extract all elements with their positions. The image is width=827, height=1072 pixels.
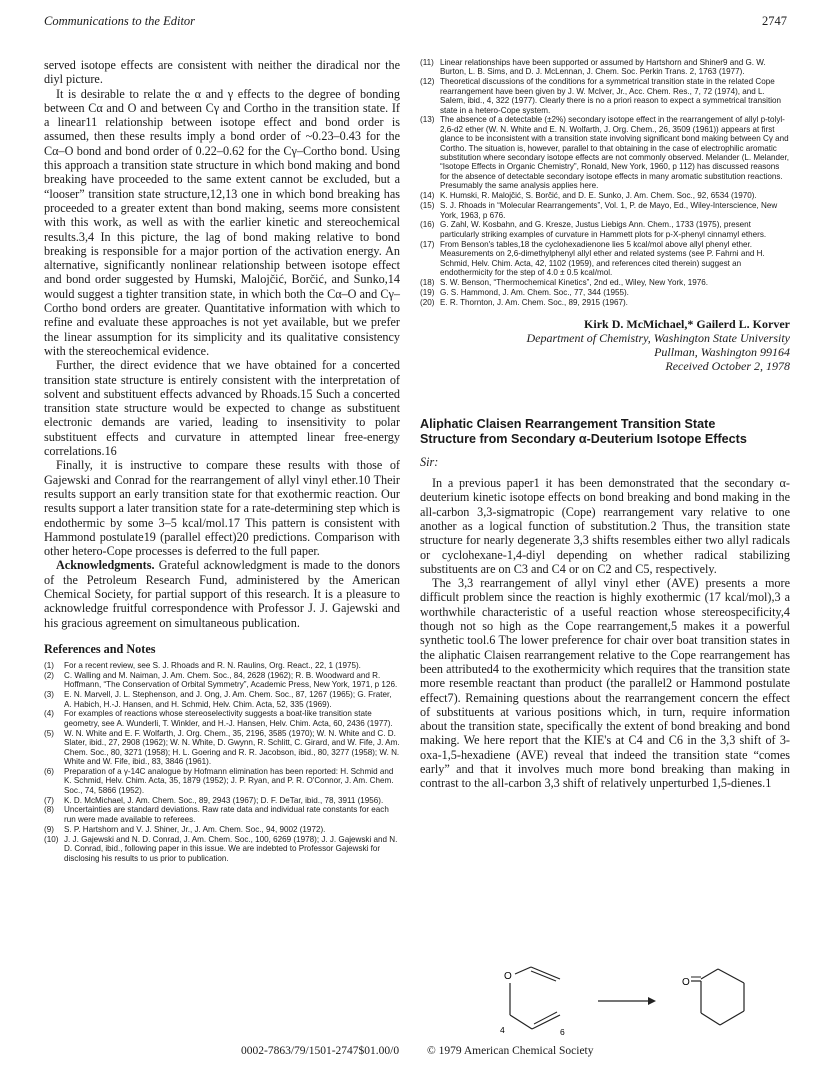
reference-text: E. R. Thornton, J. Am. Chem. Soc., 89, 2915 (1967). — [440, 297, 628, 307]
reference-item — [44, 796, 400, 805]
paragraph: Finally, it is instructive to compare these results with those of Gajewski and Conrad for the rearrangement of allyl vinyl ether.10 Their results support an early transition state for that exothermic reaction. Our results support a later transition state for a rate-determining step which is endothermic by some 3–5 kcal/mol.17 This pattern is consistent with Hammond postulate19 (parallel effect)20 predictions. Comparison with other hetero-Cope processes is deferred to the full paper. — [44, 458, 400, 559]
received-date: Received October 2, 1978 — [665, 359, 790, 374]
journal-section-title: Communications to the Editor — [44, 14, 196, 28]
reference-text: W. N. White and E. F. Wolfarth, J. Org. Chem., 35, 2196, 3585 (1970); W. N. White and C. D. Slater, ibid., 27, 2908 (1962); W. N. White, D. Gwynn, R. Schlitt, C. Girard, and W. Fife, J. Am. Chem. Soc., 80, 3271 (1958); H. L. Goering and R. R. Jacobson, ibid., 80, 3277 (1958); W. N. White and W. Fife, ibid., 83, 3846 (1961). — [64, 728, 400, 766]
reference-text: S. J. Rhoads in “Molecular Rearrangements”, Vol. 1, P. de Mayo, Ed., Wiley-Interscience, New York, 1963, p 676. — [440, 201, 778, 220]
reference-text: Theoretical discussions of the conditions for a symmetrical transition state in the related Cope rearrangement have been given by J. W. McIver, Jr., Acc. Chem. Res., 7, 72 (1974), and L. Salem, ibid., 4, 322 (1977). Clearly there is no a priori reason to expect a symmetrical transition state in a hetero-Cope system. — [440, 77, 781, 115]
article-title-line: Structure from Secondary α-Deuterium Isotope Effects — [420, 432, 747, 447]
acknowledgments-title: Acknowledgments. — [56, 558, 155, 573]
reference-number: (17) — [420, 239, 435, 249]
reference-text: G. S. Hammond, J. Am. Chem. Soc., 77, 344 (1955). — [440, 287, 629, 297]
reference-text: From Benson's tables,18 the cyclohexadienone lies 5 kcal/mol above allyl phenyl ether. Measurements on 2,6-dimethylphenyl allyl ether and related systems (see P. Fahrni and H. Schmid, Helv. Chim. Acta, 42, 1102 (1959), and references cited therein) suggest an endothermicity for the step of 4.0 ± 0.5 kcal/mol. — [440, 239, 765, 277]
acknowledgments-text: Grateful acknowledgment is made to the donors of the Petroleum Research Fund, administered by the American Chemical Society, for partial support of this research. It is a pleasure to acknowledge fruitful correspondence with Professor J. J. Gajewski and his gracious agreement on simultaneous publication. — [44, 558, 400, 630]
reference-item — [44, 767, 400, 795]
bond — [510, 1015, 532, 1029]
reference-number: (15) — [420, 201, 435, 211]
salutation: Sir: — [420, 455, 439, 470]
author-signature — [420, 317, 790, 373]
reference-text: For examples of reactions whose stereoselectivity suggests a boat-like transition state geometry, see A. Wunderli, T. Winkler, and H.-J. Hansen, Helv. Chim. Acta, 60, 2436 (1977). — [64, 709, 393, 728]
reference-item — [44, 661, 400, 670]
position-label: 6 — [560, 1027, 565, 1037]
reference-number: (5) — [44, 728, 54, 738]
reference-item — [44, 729, 400, 767]
reference-number: (13) — [420, 115, 435, 125]
reference-number: (1) — [44, 660, 54, 670]
bond — [532, 1015, 560, 1029]
department: Department of Chemistry, Washington State University — [526, 331, 790, 346]
reference-item — [420, 191, 790, 200]
paragraph: The 3,3 rearrangement of allyl vinyl ether (AVE) presents a more difficult problem since the reaction is highly exothermic (17 kcal/mol),3 a worthwhile characteristic of a useful reaction whose stereospecificity,4 though not so high as the Cope rearrangement,5 makes it a powerful synthetic tool.6 The lower preference for chair over boat transition states in the aliphatic Claisen rearrangement relative to the Cope rearrangement has been attributed4 to the exothermicity which requires that the transition state more resemble reactant than product (the parallel2 or Hammond postulate effect7). Remaining questions about the rearrangement concern the effect of substituents at various positions which, in turn, require information about the transition state, specifically the extent of bond breaking and bond making. We here report that the KIE's at C4 and C6 in the 3,3 shift of 3-oxa-1,5-hexadiene (AVE) reveal that indeed the transition state “comes early” and that it involves much more bond breaking than making in contrast to the all-carbon 3,3 shift of relatively unperturbed 1,5-dienes.1 — [420, 576, 790, 791]
references-list-right — [420, 58, 790, 307]
reference-number: (11) — [420, 58, 434, 67]
reference-text: S. W. Benson, “Thermochemical Kinetics”, 2nd ed., Wiley, New York, 1976. — [440, 277, 708, 287]
city: Pullman, Washington 99164 — [654, 345, 790, 360]
paragraph: In a previous paper1 it has been demonstrated that the secondary α-deuterium kinetic isotope effects on bond breaking and bond making in the all-carbon 3,3-sigmatropic (Cope) rearrangement vary relative to one another as a logical function of substitution.2 Thus, the transition state structure for nearly degenerate 3,3 shifts resembles either two allyl radicals or cyclohexane-1,4-diyl depending on whether radical stabilizing substituents are on C3 and C4 or on C2 and C5, respectively. — [420, 476, 790, 576]
article-title — [420, 417, 790, 447]
reference-text: K. D. McMichael, J. Am. Chem. Soc., 89, 2943 (1967); D. F. DeTar, ibid., 78, 3911 (1956). — [64, 795, 384, 805]
position-label: 4 — [500, 1025, 505, 1035]
paragraph: It is desirable to relate the α and γ effects to the degree of bonding between Cα and O and between Cγ and Cortho in the transition state. If a linear11 relationship between isotope effect and bond order is assumed, then these results imply a bond order of ~0.23–0.43 for the Cα–O bond and bond order of 0.22–0.62 for the Cγ–Cortho bond. Using this approach a transition state structure in which bond making and bond breaking have proceeded to the same extent cannot be excluded, but a “looser” transition state structure,12,13 one in which bond breaking has proceeded to a greater extent than bond making, seems more consistent with this work, as well as with the earlier kinetic and stereochemical results.3,4 In this picture, the lag of bond making relative to bond breaking is responsible for a major portion of the activation energy. An alternative, significantly nonlinear relationship between isotope effect and bond order suggested by Humski, Malojčić, Borčić, and Sunko,14 would suggest a tighter transition state, in which both the Cα–O and Cγ–Cortho bond orders are greater. Quantitative information with which to refine and evaluate these approaches is not yet available, but we prefer the linear assumption for its simplicity and its qualitative consistency with the stereochemical evidence. — [44, 86, 400, 358]
reference-item — [44, 671, 400, 690]
reference-number: (19) — [420, 287, 435, 297]
reference-item — [420, 201, 790, 220]
reference-text: C. Walling and M. Naiman, J. Am. Chem. Soc., 84, 2628 (1962); R. B. Woodward and R. Hoffmann, “The Conservation of Orbital Symmetry”, Academic Press, New York, 1971, p 126. — [64, 670, 398, 690]
reference-number: (18) — [420, 277, 435, 287]
arrowhead-icon — [648, 997, 656, 1005]
bond — [701, 969, 718, 979]
article-code: 0002-7863/79/1501-2747$01.00/0 — [241, 1045, 400, 1057]
reference-number: (12) — [420, 77, 435, 87]
oxygen-label: O — [682, 977, 690, 988]
reference-text: The absence of a detectable (±2%) secondary isotope effect in the rearrangement of allyl p-tolyl-2,6-d2 ether (W. N. White and E. N. Wolfarth, J. Org. Chem., 26, 3509 (1961)) appears at first glance to be inconsistent with a transition state involving significant bond making between Cγ and Cortho. The situation is, however, parallel to that obtaining in the case of electrophilic aromatic substitution where secondary isotope effects are not commonly observed. Melander (L. Melander, “Isotope Effects in Organic Chemistry”, Ronald, New York, 1960, p 112) has discussed reasons for the absence of detectable secondary isotope effects in many aromatic substitution reactions. Presumably the same analysis applies here. — [440, 115, 789, 191]
reference-number: (2) — [44, 670, 54, 680]
references-title: References and Notes — [44, 641, 156, 656]
reference-item — [420, 298, 790, 307]
running-header — [44, 14, 787, 32]
reference-item — [44, 709, 400, 728]
bond — [515, 967, 531, 974]
bond — [720, 1011, 744, 1025]
reference-text: S. P. Hartshorn and V. J. Shiner, Jr., J. Am. Chem. Soc., 94, 9002 (1972). — [64, 824, 326, 834]
reference-item — [420, 220, 790, 239]
reference-number: (7) — [44, 795, 54, 805]
acknowledgments — [44, 558, 400, 629]
author-names: Kirk D. McMichael,* Gailerd L. Korver — [584, 317, 790, 332]
reference-text: E. N. Marvell, J. L. Stephenson, and J. Ong, J. Am. Chem. Soc., 87, 1267 (1965); G. Frater, A. Habich, H.-J. Hansen, and H. Schmid, Helv. Chim. Acta, 52, 335 (1969). — [64, 690, 392, 709]
reference-number: (10) — [44, 834, 59, 844]
reference-number: (6) — [44, 766, 54, 776]
oxygen-label: O — [504, 971, 512, 982]
reference-number: (20) — [420, 297, 435, 307]
reference-item — [44, 805, 400, 824]
reference-item — [420, 288, 790, 297]
paragraph: Further, the direct evidence that we have obtained for a concerted transition state structure is entirely consistent with the interpretation of solvent and substituent effects advanced by Rhoads.15 Such a concerted transition state structure would be expected to change as substituent electronic demands are varied, leading to insensitivity to polar substituent effects and curvature in attempted linear free-energy correlations.16 — [44, 358, 400, 459]
reference-item — [44, 825, 400, 834]
reference-item — [420, 58, 790, 77]
bond — [701, 1013, 720, 1025]
references-list-left — [44, 661, 400, 863]
reference-text: Linear relationships have been supported or assumed by Hartshorn and Shiner9 and G. W. Burton, L. B. Sims, and D. J. McLennan, J. Chem. Soc. Perkin Trans. 2, 1763 (1977). — [440, 58, 766, 77]
right-column — [420, 58, 790, 791]
reference-text: Preparation of a γ-14C analogue by Hofmann elimination has been reported: H. Schmid and K. Schmid, Helv. Chim. Acta, 35, 1879 (1952); J. P. Ryan, and P. R. O'Connor, J. Am. Chem. Soc., 74, 5866 (1952). — [64, 766, 394, 795]
reference-number: (3) — [44, 690, 54, 700]
paragraph: served isotope effects are consistent with neither the diradical nor the diyl picture. — [44, 58, 400, 87]
reference-text: J. J. Gajewski and N. D. Conrad, J. Am. Chem. Soc., 100, 6269 (1978); J. J. Gajewski and N. D. Conrad, ibid., following paper in this issue. We are indebted to Professor Gajewski for disclosing his results to us prior to publication. — [64, 834, 398, 863]
reference-number: (4) — [44, 709, 54, 719]
left-column — [44, 58, 400, 863]
reference-text: G. Zahl, W. Kosbahn, and G. Kresze, Justus Liebigs Ann. Chem., 1733 (1975), present particularly striking examples of curvature in Hammett plots for p-X-phenyl cinnamyl ethers. — [440, 220, 767, 239]
reference-number: (14) — [420, 191, 435, 201]
bond — [718, 969, 744, 983]
reference-text: For a recent review, see S. J. Rhoads and R. N. Raulins, Org. React., 22, 1 (1975). — [64, 660, 361, 670]
reference-text: Uncertainties are standard deviations. Raw rate data and individual rate constants for each run were made available to referees. — [64, 805, 389, 824]
reference-item — [420, 77, 790, 115]
page-number: 2747 — [762, 14, 787, 28]
reference-item — [44, 690, 400, 709]
reference-number: (8) — [44, 805, 54, 815]
reference-number: (16) — [420, 220, 435, 230]
reference-item — [420, 278, 790, 287]
reference-item — [420, 240, 790, 278]
reference-item — [44, 835, 400, 863]
reference-number: (9) — [44, 824, 54, 834]
article-title-line: Aliphatic Claisen Rearrangement Transition State — [420, 417, 716, 432]
copyright: © 1979 American Chemical Society — [427, 1045, 594, 1057]
reference-text: K. Humski, R. Malojčić, S. Borčić, and D. E. Sunko, J. Am. Chem. Soc., 92, 6534 (1970). — [440, 191, 757, 201]
reaction-scheme — [498, 963, 758, 1043]
reference-item — [420, 115, 790, 190]
